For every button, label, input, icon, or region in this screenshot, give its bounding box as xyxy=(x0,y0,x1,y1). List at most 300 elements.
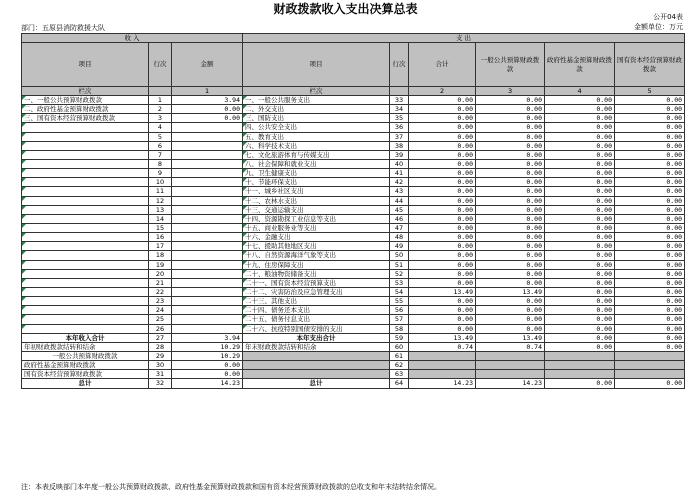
table-row xyxy=(22,196,685,205)
expense-item: 十、节能环保支出 xyxy=(243,178,390,187)
general-budget-amount: 0.00 xyxy=(476,324,545,333)
sub-fund-value: 0.00 xyxy=(172,361,243,370)
line-number: 34 xyxy=(390,105,409,114)
expense-item: 二十二、灾害防治及应急管理支出 xyxy=(243,287,390,296)
income-total-label: 本年收入合计 xyxy=(22,333,149,342)
general-budget-amount: 0.00 xyxy=(476,169,545,178)
gov-fund-amount: 0.00 xyxy=(545,269,615,278)
table-row xyxy=(22,132,685,141)
total-amount: 0.00 xyxy=(409,251,476,260)
table-row xyxy=(22,324,685,333)
line-number: 18 xyxy=(149,251,172,260)
line-number: 29 xyxy=(149,351,172,360)
table-row xyxy=(22,278,685,287)
expense-section-header: 支 出 xyxy=(243,34,685,43)
income-item xyxy=(22,150,149,159)
table-row xyxy=(22,141,685,150)
line-number: 54 xyxy=(390,287,409,296)
state-capital-amount: 0.00 xyxy=(615,123,685,132)
gov-fund-amount: 0.00 xyxy=(545,132,615,141)
expense-item: 二十、粮油物资储备支出 xyxy=(243,269,390,278)
general-budget-amount: 0.00 xyxy=(476,150,545,159)
income-item xyxy=(22,269,149,278)
line-number: 8 xyxy=(149,159,172,168)
total-amount: 0.00 xyxy=(409,242,476,251)
total-amount: 0.00 xyxy=(409,205,476,214)
income-amount xyxy=(172,233,243,242)
expense-item: 十五、商业服务业等支出 xyxy=(243,223,390,232)
gov-fund-amount: 0.00 xyxy=(545,306,615,315)
total-amount: 0.00 xyxy=(409,96,476,105)
income-amount xyxy=(172,315,243,324)
income-item xyxy=(22,132,149,141)
state-capital-amount: 0.00 xyxy=(615,278,685,287)
line-number: 2 xyxy=(149,105,172,114)
total-amount: 0.00 xyxy=(409,196,476,205)
table-row xyxy=(22,114,685,123)
income-item xyxy=(22,123,149,132)
income-amount xyxy=(172,242,243,251)
expense-item: 二十四、债务还本支出 xyxy=(243,306,390,315)
gov-fund-amount: 0.00 xyxy=(545,233,615,242)
income-amount xyxy=(172,150,243,159)
carryover-sub-row xyxy=(22,370,685,379)
line-number: 46 xyxy=(390,214,409,223)
sub-capital-label: 国有资本经营预算财政拨款 xyxy=(22,370,149,379)
income-item xyxy=(22,178,149,187)
footnote: 注：本表反映部门本年度一般公共预算财政拨款、政府性基金预算财政拨款和国有资本经营预算财政拨款的总收支和年末结转结余情况。 xyxy=(21,483,441,491)
expense-item: 八、社会保障和就业支出 xyxy=(243,159,390,168)
income-item xyxy=(22,315,149,324)
column-header-row xyxy=(22,43,685,87)
col-general-budget: 一般公共预算财政拨款 xyxy=(476,43,545,87)
grand-total-row xyxy=(22,379,685,388)
end-balance-general: 0.74 xyxy=(476,342,545,351)
col-number-1: 1 xyxy=(172,87,243,96)
income-amount xyxy=(172,251,243,260)
income-item xyxy=(22,233,149,242)
sub-fund-label: 政府性基金预算财政拨款 xyxy=(22,361,149,370)
gov-fund-amount: 0.00 xyxy=(545,105,615,114)
income-item xyxy=(22,287,149,296)
line-number: 35 xyxy=(390,114,409,123)
table-row xyxy=(22,306,685,315)
sub-general-value: 10.29 xyxy=(172,351,243,360)
col-total: 合计 xyxy=(409,43,476,87)
general-budget-amount: 0.00 xyxy=(476,187,545,196)
state-capital-amount: 0.00 xyxy=(615,132,685,141)
table-row xyxy=(22,287,685,296)
state-capital-amount: 0.00 xyxy=(615,150,685,159)
state-capital-amount: 0.00 xyxy=(615,242,685,251)
col-income-amount: 金额 xyxy=(172,43,243,87)
expense-item: 十三、交通运输支出 xyxy=(243,205,390,214)
income-item xyxy=(22,169,149,178)
total-amount: 0.00 xyxy=(409,178,476,187)
state-capital-amount: 0.00 xyxy=(615,214,685,223)
table-row xyxy=(22,297,685,306)
general-budget-amount: 0.00 xyxy=(476,123,545,132)
grand-total-label-right: 总计 xyxy=(243,379,390,388)
line-number: 48 xyxy=(390,233,409,242)
line-number: 49 xyxy=(390,242,409,251)
sub-general-label: 一般公共预算财政拨款 xyxy=(22,351,149,360)
state-capital-amount: 0.00 xyxy=(615,178,685,187)
income-item: 三、国有资本经营预算财政拨款 xyxy=(22,114,149,123)
gov-fund-amount: 0.00 xyxy=(545,169,615,178)
state-capital-amount: 0.00 xyxy=(615,105,685,114)
expense-item: 二十一、国有资本经营预算支出 xyxy=(243,278,390,287)
total-amount: 0.00 xyxy=(409,324,476,333)
line-number: 16 xyxy=(149,233,172,242)
col-number-3: 3 xyxy=(476,87,545,96)
expense-item: 十四、资源勘探工业信息等支出 xyxy=(243,214,390,223)
col-expense-item: 项目 xyxy=(243,43,390,87)
line-number: 1 xyxy=(149,96,172,105)
expense-item: 一、一般公共服务支出 xyxy=(243,96,390,105)
expense-item: 十六、金融支出 xyxy=(243,233,390,242)
line-number: 30 xyxy=(149,361,172,370)
col-income-item: 项目 xyxy=(22,43,149,87)
total-amount: 13.49 xyxy=(409,287,476,296)
sub-capital-value: 0.00 xyxy=(172,370,243,379)
general-budget-amount: 0.00 xyxy=(476,214,545,223)
expense-item: 十九、住房保障支出 xyxy=(243,260,390,269)
line-number: 11 xyxy=(149,187,172,196)
col-number-label-right: 栏次 xyxy=(243,87,390,96)
gov-fund-amount: 0.00 xyxy=(545,141,615,150)
general-budget-amount: 0.00 xyxy=(476,260,545,269)
gov-fund-amount: 0.00 xyxy=(545,123,615,132)
expense-total-label: 本年支出合计 xyxy=(243,333,390,342)
general-budget-amount: 0.00 xyxy=(476,205,545,214)
gov-fund-amount: 0.00 xyxy=(545,324,615,333)
table-row xyxy=(22,105,685,114)
grand-total-income: 14.23 xyxy=(172,379,243,388)
income-amount xyxy=(172,278,243,287)
end-balance-fund: 0.00 xyxy=(545,342,615,351)
line-number: 28 xyxy=(149,342,172,351)
general-budget-amount: 0.00 xyxy=(476,114,545,123)
income-amount xyxy=(172,205,243,214)
col-income-line: 行次 xyxy=(149,43,172,87)
line-number: 24 xyxy=(149,306,172,315)
line-number: 33 xyxy=(390,96,409,105)
grand-total-label: 总计 xyxy=(22,379,149,388)
line-number: 51 xyxy=(390,260,409,269)
total-amount: 0.00 xyxy=(409,260,476,269)
gov-fund-amount: 0.00 xyxy=(545,150,615,159)
line-number: 21 xyxy=(149,278,172,287)
expense-total-fund: 0.00 xyxy=(545,333,615,342)
gov-fund-amount: 0.00 xyxy=(545,223,615,232)
gov-fund-amount: 0.00 xyxy=(545,178,615,187)
state-capital-amount: 0.00 xyxy=(615,297,685,306)
carryover-sub-row xyxy=(22,361,685,370)
col-number-4: 4 xyxy=(545,87,615,96)
table-row xyxy=(22,242,685,251)
line-number: 47 xyxy=(390,223,409,232)
total-amount: 0.00 xyxy=(409,114,476,123)
income-item xyxy=(22,324,149,333)
line-number: 7 xyxy=(149,150,172,159)
carryover-row xyxy=(22,342,685,351)
income-amount: 3.94 xyxy=(172,96,243,105)
general-budget-amount: 0.00 xyxy=(476,251,545,260)
total-amount: 0.00 xyxy=(409,105,476,114)
income-total-value: 3.94 xyxy=(172,333,243,342)
line-number: 17 xyxy=(149,242,172,251)
total-amount: 0.00 xyxy=(409,150,476,159)
table-row xyxy=(22,96,685,105)
line-number: 5 xyxy=(149,132,172,141)
general-budget-amount: 0.00 xyxy=(476,178,545,187)
total-amount: 0.00 xyxy=(409,269,476,278)
gov-fund-amount: 0.00 xyxy=(545,214,615,223)
income-item xyxy=(22,297,149,306)
line-number: 25 xyxy=(149,315,172,324)
general-budget-amount: 0.00 xyxy=(476,315,545,324)
expense-total-general: 13.49 xyxy=(476,333,545,342)
state-capital-amount: 0.00 xyxy=(615,223,685,232)
line-number: 53 xyxy=(390,278,409,287)
line-number: 15 xyxy=(149,223,172,232)
table-row xyxy=(22,214,685,223)
total-amount: 0.00 xyxy=(409,278,476,287)
state-capital-amount: 0.00 xyxy=(615,306,685,315)
income-item: 一、一般公共预算财政拨款 xyxy=(22,96,149,105)
end-balance-total: 0.74 xyxy=(409,342,476,351)
column-number-row xyxy=(22,87,685,96)
line-number: 44 xyxy=(390,196,409,205)
line-number: 4 xyxy=(149,123,172,132)
line-number: 62 xyxy=(390,361,409,370)
annual-total-row xyxy=(22,333,685,342)
state-capital-amount: 0.00 xyxy=(615,205,685,214)
line-number: 6 xyxy=(149,141,172,150)
col-number-5: 5 xyxy=(615,87,685,96)
gov-fund-amount: 0.00 xyxy=(545,287,615,296)
line-number: 37 xyxy=(390,132,409,141)
general-budget-amount: 0.00 xyxy=(476,141,545,150)
line-number: 41 xyxy=(390,169,409,178)
expense-item: 二十三、其他支出 xyxy=(243,297,390,306)
general-budget-amount: 0.00 xyxy=(476,196,545,205)
line-number: 55 xyxy=(390,297,409,306)
income-item xyxy=(22,159,149,168)
amount-unit: 金额单位：万元 xyxy=(634,23,683,31)
col-state-capital: 国有资本经营预算财政拨款 xyxy=(615,43,685,87)
expense-item: 十二、农林水支出 xyxy=(243,196,390,205)
line-number: 10 xyxy=(149,178,172,187)
table-row xyxy=(22,251,685,260)
general-budget-amount: 0.00 xyxy=(476,96,545,105)
line-number: 52 xyxy=(390,269,409,278)
total-amount: 0.00 xyxy=(409,297,476,306)
line-number: 45 xyxy=(390,205,409,214)
state-capital-amount: 0.00 xyxy=(615,287,685,296)
total-amount: 0.00 xyxy=(409,306,476,315)
expense-total-value: 13.49 xyxy=(409,333,476,342)
line-number: 40 xyxy=(390,159,409,168)
col-number-2: 2 xyxy=(409,87,476,96)
gov-fund-amount: 0.00 xyxy=(545,242,615,251)
line-number: 61 xyxy=(390,351,409,360)
grand-total-general: 14.23 xyxy=(476,379,545,388)
expense-item: 七、文化旅游体育与传媒支出 xyxy=(243,150,390,159)
begin-balance-label: 年初财政拨款结转和结余 xyxy=(22,342,149,351)
income-item: 二、政府性基金预算财政拨款 xyxy=(22,105,149,114)
income-amount xyxy=(172,297,243,306)
line-number: 42 xyxy=(390,178,409,187)
income-amount xyxy=(172,260,243,269)
expense-item: 二、外交支出 xyxy=(243,105,390,114)
section-header-row xyxy=(22,34,685,43)
grand-total-capital: 0.00 xyxy=(615,379,685,388)
expense-item: 十七、援助其他地区支出 xyxy=(243,242,390,251)
state-capital-amount: 0.00 xyxy=(615,233,685,242)
income-item xyxy=(22,278,149,287)
income-amount xyxy=(172,214,243,223)
report-title: 财政拨款收入支出决算总表 xyxy=(273,2,418,16)
income-item xyxy=(22,196,149,205)
expense-item: 二十六、抗疫特别国债安排的支出 xyxy=(243,324,390,333)
income-amount xyxy=(172,196,243,205)
total-amount: 0.00 xyxy=(409,315,476,324)
col-expense-line: 行次 xyxy=(390,43,409,87)
line-number: 27 xyxy=(149,333,172,342)
income-item xyxy=(22,223,149,232)
general-budget-amount: 0.00 xyxy=(476,233,545,242)
income-section-header: 收 入 xyxy=(22,34,243,43)
table-row xyxy=(22,123,685,132)
table-row xyxy=(22,233,685,242)
line-number: 64 xyxy=(390,379,409,388)
end-balance-capital: 0.00 xyxy=(615,342,685,351)
line-number: 39 xyxy=(390,150,409,159)
income-amount xyxy=(172,141,243,150)
expense-item: 三、国防支出 xyxy=(243,114,390,123)
line-number: 38 xyxy=(390,141,409,150)
income-item xyxy=(22,214,149,223)
income-amount xyxy=(172,223,243,232)
line-number: 23 xyxy=(149,297,172,306)
total-amount: 0.00 xyxy=(409,159,476,168)
state-capital-amount: 0.00 xyxy=(615,324,685,333)
income-amount xyxy=(172,123,243,132)
general-budget-amount: 0.00 xyxy=(476,223,545,232)
end-balance-label: 年末财政拨款结转和结余 xyxy=(243,342,390,351)
budget-table xyxy=(21,33,685,389)
table-row xyxy=(22,150,685,159)
gov-fund-amount: 0.00 xyxy=(545,187,615,196)
income-amount xyxy=(172,169,243,178)
general-budget-amount: 0.00 xyxy=(476,297,545,306)
general-budget-amount: 0.00 xyxy=(476,105,545,114)
state-capital-amount: 0.00 xyxy=(615,315,685,324)
total-amount: 0.00 xyxy=(409,223,476,232)
income-amount xyxy=(172,287,243,296)
income-amount: 0.00 xyxy=(172,114,243,123)
general-budget-amount: 13.49 xyxy=(476,287,545,296)
general-budget-amount: 0.00 xyxy=(476,242,545,251)
income-amount xyxy=(172,187,243,196)
grand-total-fund: 0.00 xyxy=(545,379,615,388)
table-row xyxy=(22,169,685,178)
line-number: 56 xyxy=(390,306,409,315)
income-amount xyxy=(172,178,243,187)
line-number: 58 xyxy=(390,324,409,333)
state-capital-amount: 0.00 xyxy=(615,196,685,205)
total-amount: 0.00 xyxy=(409,132,476,141)
income-amount xyxy=(172,159,243,168)
line-number: 9 xyxy=(149,169,172,178)
gov-fund-amount: 0.00 xyxy=(545,96,615,105)
expense-item: 二十五、债务付息支出 xyxy=(243,315,390,324)
gov-fund-amount: 0.00 xyxy=(545,196,615,205)
table-row xyxy=(22,178,685,187)
line-number: 14 xyxy=(149,214,172,223)
total-amount: 0.00 xyxy=(409,187,476,196)
general-budget-amount: 0.00 xyxy=(476,132,545,141)
begin-balance-value: 10.29 xyxy=(172,342,243,351)
income-item xyxy=(22,187,149,196)
department-name: 部门：五原县消防救援大队 xyxy=(21,24,105,32)
gov-fund-amount: 0.00 xyxy=(545,205,615,214)
grand-total-expense: 14.23 xyxy=(409,379,476,388)
expense-item: 九、卫生健康支出 xyxy=(243,169,390,178)
gov-fund-amount: 0.00 xyxy=(545,260,615,269)
income-amount xyxy=(172,132,243,141)
income-item xyxy=(22,242,149,251)
gov-fund-amount: 0.00 xyxy=(545,297,615,306)
income-amount xyxy=(172,324,243,333)
col-number-label: 栏次 xyxy=(22,87,149,96)
income-item xyxy=(22,260,149,269)
state-capital-amount: 0.00 xyxy=(615,96,685,105)
form-number: 公开04表 xyxy=(653,13,683,21)
state-capital-amount: 0.00 xyxy=(615,269,685,278)
line-number: 22 xyxy=(149,287,172,296)
general-budget-amount: 0.00 xyxy=(476,306,545,315)
line-number: 43 xyxy=(390,187,409,196)
total-amount: 0.00 xyxy=(409,214,476,223)
state-capital-amount: 0.00 xyxy=(615,114,685,123)
expense-item: 四、公共安全支出 xyxy=(243,123,390,132)
table-row xyxy=(22,223,685,232)
line-number: 50 xyxy=(390,251,409,260)
state-capital-amount: 0.00 xyxy=(615,251,685,260)
line-number: 31 xyxy=(149,370,172,379)
state-capital-amount: 0.00 xyxy=(615,260,685,269)
line-number: 26 xyxy=(149,324,172,333)
income-item xyxy=(22,141,149,150)
income-item xyxy=(22,251,149,260)
income-amount xyxy=(172,269,243,278)
gov-fund-amount: 0.00 xyxy=(545,315,615,324)
total-amount: 0.00 xyxy=(409,169,476,178)
line-number: 60 xyxy=(390,342,409,351)
table-row xyxy=(22,205,685,214)
expense-total-capital: 0.00 xyxy=(615,333,685,342)
table-row xyxy=(22,269,685,278)
line-number: 59 xyxy=(390,333,409,342)
total-amount: 0.00 xyxy=(409,123,476,132)
total-amount: 0.00 xyxy=(409,141,476,150)
line-number: 36 xyxy=(390,123,409,132)
state-capital-amount: 0.00 xyxy=(615,159,685,168)
table-row xyxy=(22,159,685,168)
